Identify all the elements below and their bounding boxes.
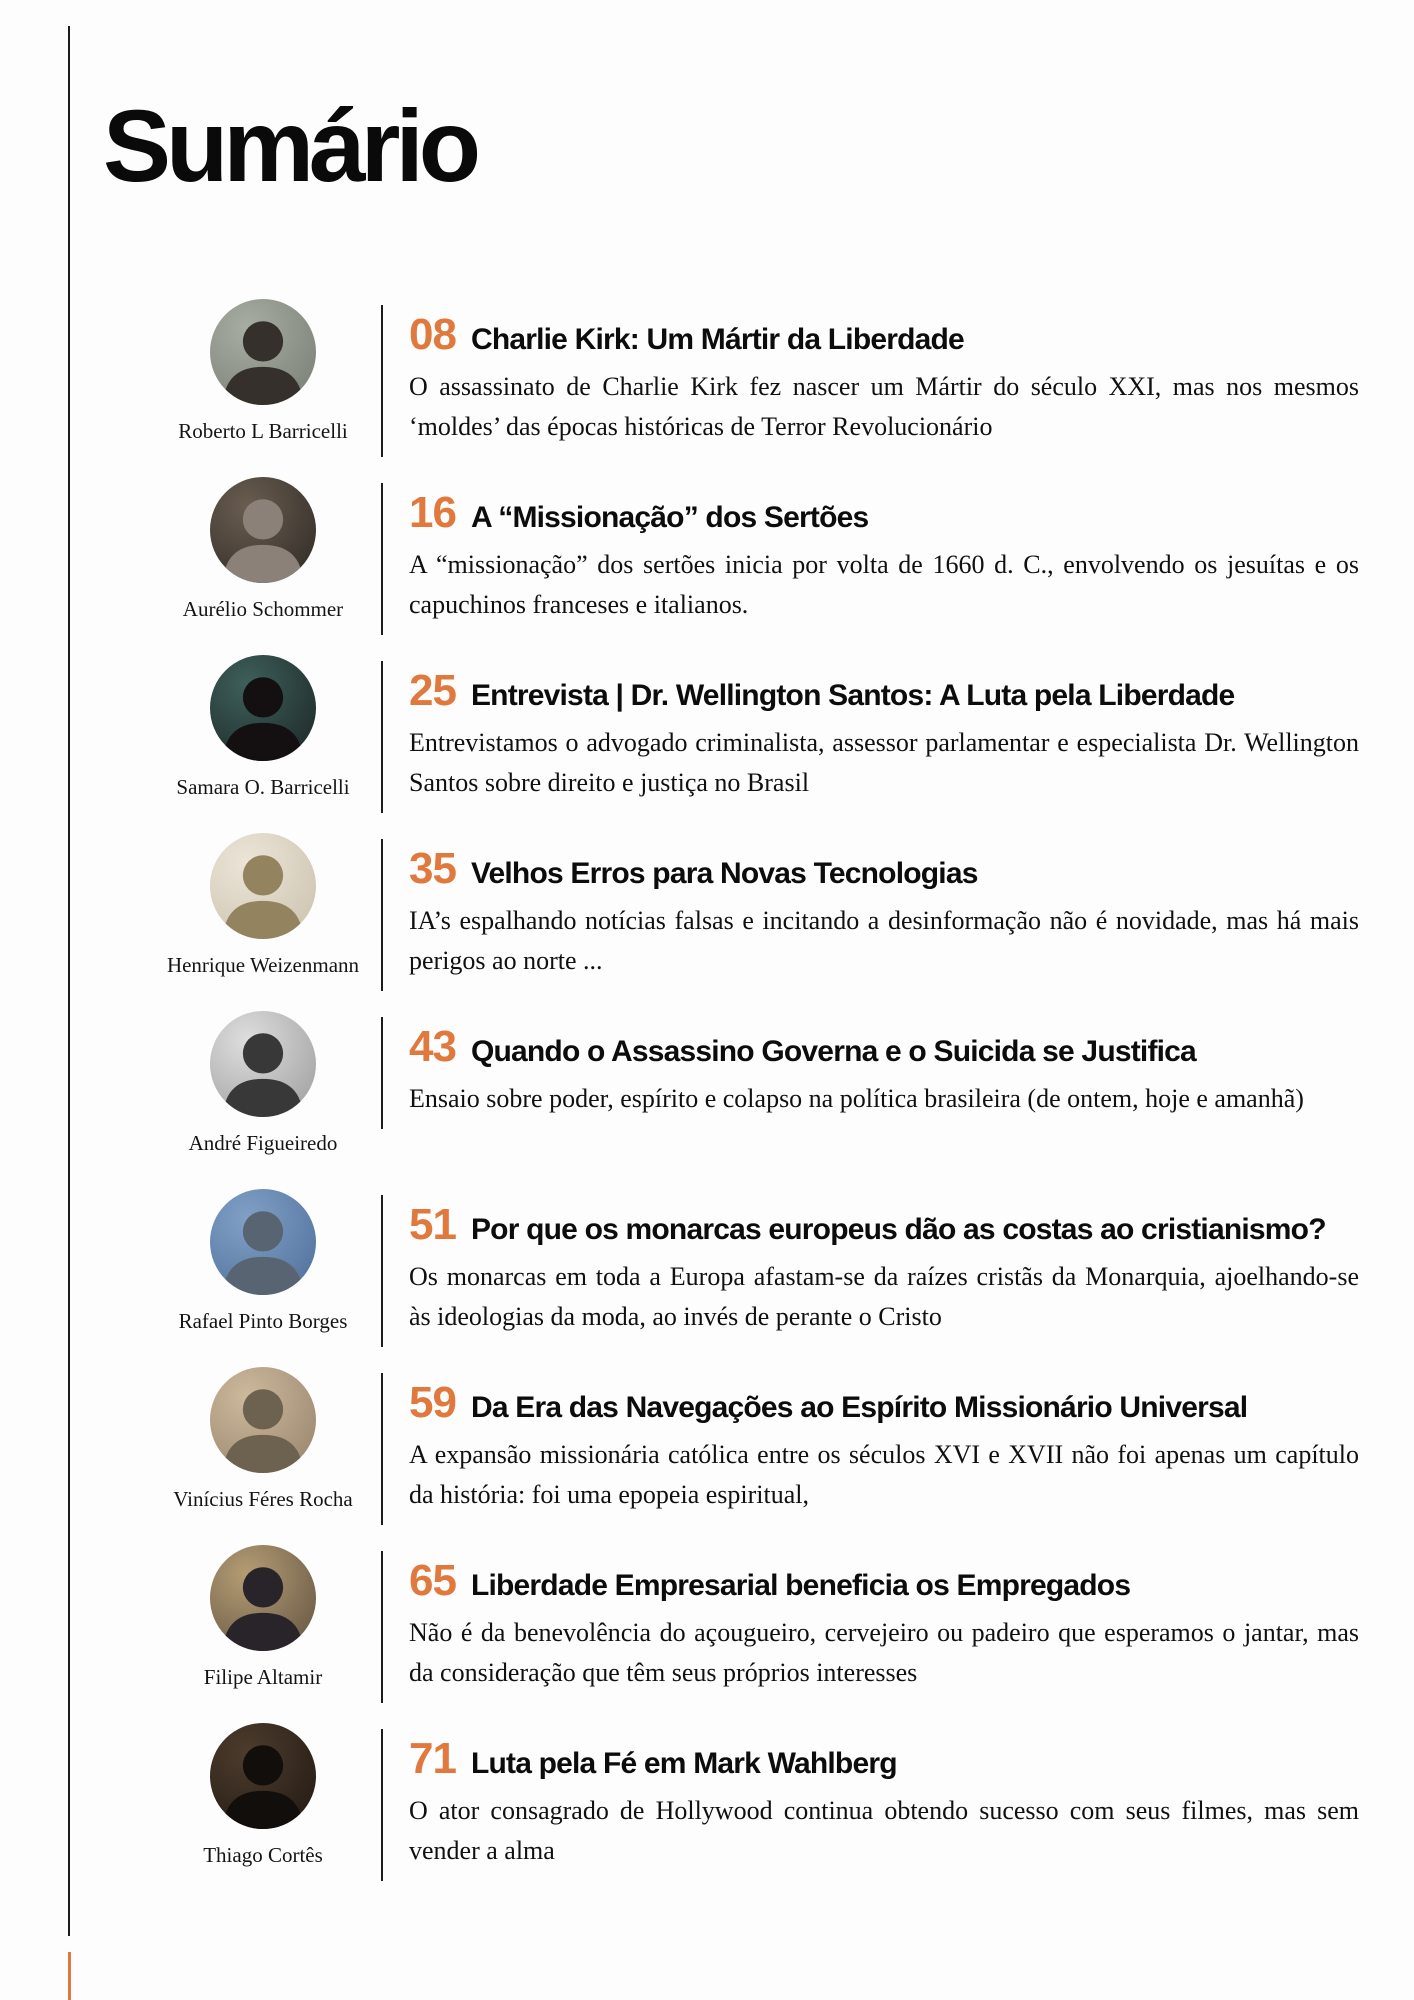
entry-title-row[interactable] — [409, 310, 1359, 359]
toc-entry — [0, 1367, 1414, 1545]
entry-title-row[interactable] — [409, 1200, 1359, 1249]
entry-page-number[interactable]: 25 — [409, 666, 456, 715]
entry-title-row[interactable] — [409, 1556, 1359, 1605]
entry-page-number[interactable]: 71 — [409, 1734, 456, 1783]
page-title: Sumário — [103, 89, 477, 203]
author-avatar — [210, 299, 316, 405]
author-name: André Figueiredo — [188, 1131, 338, 1155]
person-silhouette-icon — [210, 477, 316, 583]
toc-entry — [0, 833, 1414, 1011]
author-avatar — [210, 477, 316, 583]
entry-description: Ensaio sobre poder, espírito e colapso na política brasileira (de ontem, hoje e amanhã) — [409, 1084, 1304, 1113]
person-silhouette-icon — [210, 1367, 316, 1473]
entry-title-row[interactable] — [409, 1734, 1359, 1783]
author-avatar — [210, 1367, 316, 1473]
author-block — [145, 1545, 381, 1690]
entry-title[interactable]: Luta pela Fé em Mark Wahlberg — [470, 1747, 897, 1780]
entry-page-number[interactable]: 65 — [409, 1556, 456, 1605]
toc-entry — [0, 655, 1414, 833]
entry-page-number[interactable]: 51 — [409, 1200, 456, 1249]
toc-entry — [0, 1723, 1414, 1901]
entry-title[interactable]: Entrevista | Dr. Wellington Santos: A Luta pela Liberdade — [470, 679, 1235, 712]
entry-content — [381, 1729, 1359, 1881]
author-block — [145, 1723, 381, 1868]
author-name: Rafael Pinto Borges — [178, 1309, 348, 1333]
entry-page-number[interactable]: 35 — [409, 844, 456, 893]
author-block — [145, 299, 381, 444]
person-silhouette-icon — [210, 833, 316, 939]
entry-description: O ator consagrado de Hollywood continua obtendo sucesso com seus filmes, mas sem vender a alma — [409, 1796, 1359, 1865]
author-block — [145, 1189, 381, 1334]
entry-title-row[interactable] — [409, 1022, 1359, 1071]
author-block — [145, 477, 381, 622]
author-name: Filipe Altamir — [203, 1665, 323, 1689]
entry-title-row[interactable] — [409, 1378, 1359, 1427]
toc-entry — [0, 299, 1414, 477]
author-name: Henrique Weizenmann — [166, 953, 360, 977]
entry-title[interactable]: Da Era das Navegações ao Espírito Missionário Universal — [470, 1391, 1248, 1424]
entry-page-number[interactable]: 59 — [409, 1378, 456, 1427]
entry-description: Entrevistamos o advogado criminalista, assessor parlamentar e especialista Dr. Wellington Santos sobre direito e justiça no Brasil — [409, 728, 1359, 797]
person-silhouette-icon — [210, 1189, 316, 1295]
entry-title[interactable]: Por que os monarcas europeus dão as costas ao cristianismo? — [470, 1213, 1326, 1246]
entry-description: A “missionação” dos sertões inicia por volta de 1660 d. C., envolvendo os jesuítas e os capuchinos franceses e italianos. — [409, 550, 1359, 619]
entry-description: IA’s espalhando notícias falsas e incitando a desinformação não é novidade, mas há mais perigos ao norte ... — [409, 906, 1359, 975]
entry-content — [381, 1017, 1359, 1129]
entry-page-number[interactable]: 43 — [409, 1022, 456, 1071]
person-silhouette-icon — [210, 655, 316, 761]
toc-entries — [0, 299, 1414, 1901]
entry-content — [381, 1195, 1359, 1347]
entry-title[interactable]: Charlie Kirk: Um Mártir da Liberdade — [470, 323, 964, 356]
entry-title-row[interactable] — [409, 844, 1359, 893]
entry-description: Não é da benevolência do açougueiro, cervejeiro ou padeiro que esperamos o jantar, mas da consideração que têm seus próprios interesses — [409, 1618, 1359, 1687]
entry-title[interactable]: Quando o Assassino Governa e o Suicida se Justifica — [470, 1035, 1196, 1068]
author-name: Vinícius Féres Rocha — [173, 1487, 353, 1511]
entry-content — [381, 661, 1359, 813]
toc-entry — [0, 1545, 1414, 1723]
entry-title-row[interactable] — [409, 666, 1359, 715]
person-silhouette-icon — [210, 1723, 316, 1829]
person-silhouette-icon — [210, 1011, 316, 1117]
author-block — [145, 1011, 381, 1156]
author-name: Aurélio Schommer — [182, 597, 344, 621]
author-avatar — [210, 1545, 316, 1651]
author-name: Samara O. Barricelli — [176, 775, 350, 799]
entry-title[interactable]: A “Missionação” dos Sertões — [470, 501, 869, 534]
person-silhouette-icon — [210, 299, 316, 405]
person-silhouette-icon — [210, 1545, 316, 1651]
toc-entry — [0, 1189, 1414, 1367]
author-avatar — [210, 833, 316, 939]
author-name: Roberto L Barricelli — [178, 419, 348, 443]
author-block — [145, 1367, 381, 1512]
author-block — [145, 833, 381, 978]
entry-content — [381, 839, 1359, 991]
entry-page-number[interactable]: 08 — [409, 310, 456, 359]
toc-entry — [0, 1011, 1414, 1189]
left-rule — [68, 26, 70, 1936]
entry-description: O assassinato de Charlie Kirk fez nascer um Mártir do século XXI, mas nos mesmos ‘moldes’ das épocas históricas de Terror Revolucionário — [409, 372, 1359, 441]
entry-title[interactable]: Liberdade Empresarial beneficia os Empregados — [470, 1569, 1131, 1602]
entry-description: Os monarcas em toda a Europa afastam-se da raízes cristãs da Monarquia, ajoelhando-se às ideologias da moda, ao invés de perante o Cristo — [409, 1262, 1359, 1331]
toc-entry — [0, 477, 1414, 655]
entry-content — [381, 483, 1359, 635]
author-block — [145, 655, 381, 800]
author-avatar — [210, 1011, 316, 1117]
entry-page-number[interactable]: 16 — [409, 488, 456, 537]
entry-content — [381, 305, 1359, 457]
entry-title-row[interactable] — [409, 488, 1359, 537]
entry-content — [381, 1373, 1359, 1525]
entry-title[interactable]: Velhos Erros para Novas Tecnologias — [470, 857, 978, 890]
left-rule-accent — [68, 1952, 71, 2000]
author-avatar — [210, 1723, 316, 1829]
entry-content — [381, 1551, 1359, 1703]
author-avatar — [210, 655, 316, 761]
entry-description: A expansão missionária católica entre os séculos XVI e XVII não foi apenas um capítulo da história: foi uma epopeia espiritual, — [409, 1440, 1359, 1509]
author-avatar — [210, 1189, 316, 1295]
author-name: Thiago Cortês — [203, 1843, 323, 1867]
